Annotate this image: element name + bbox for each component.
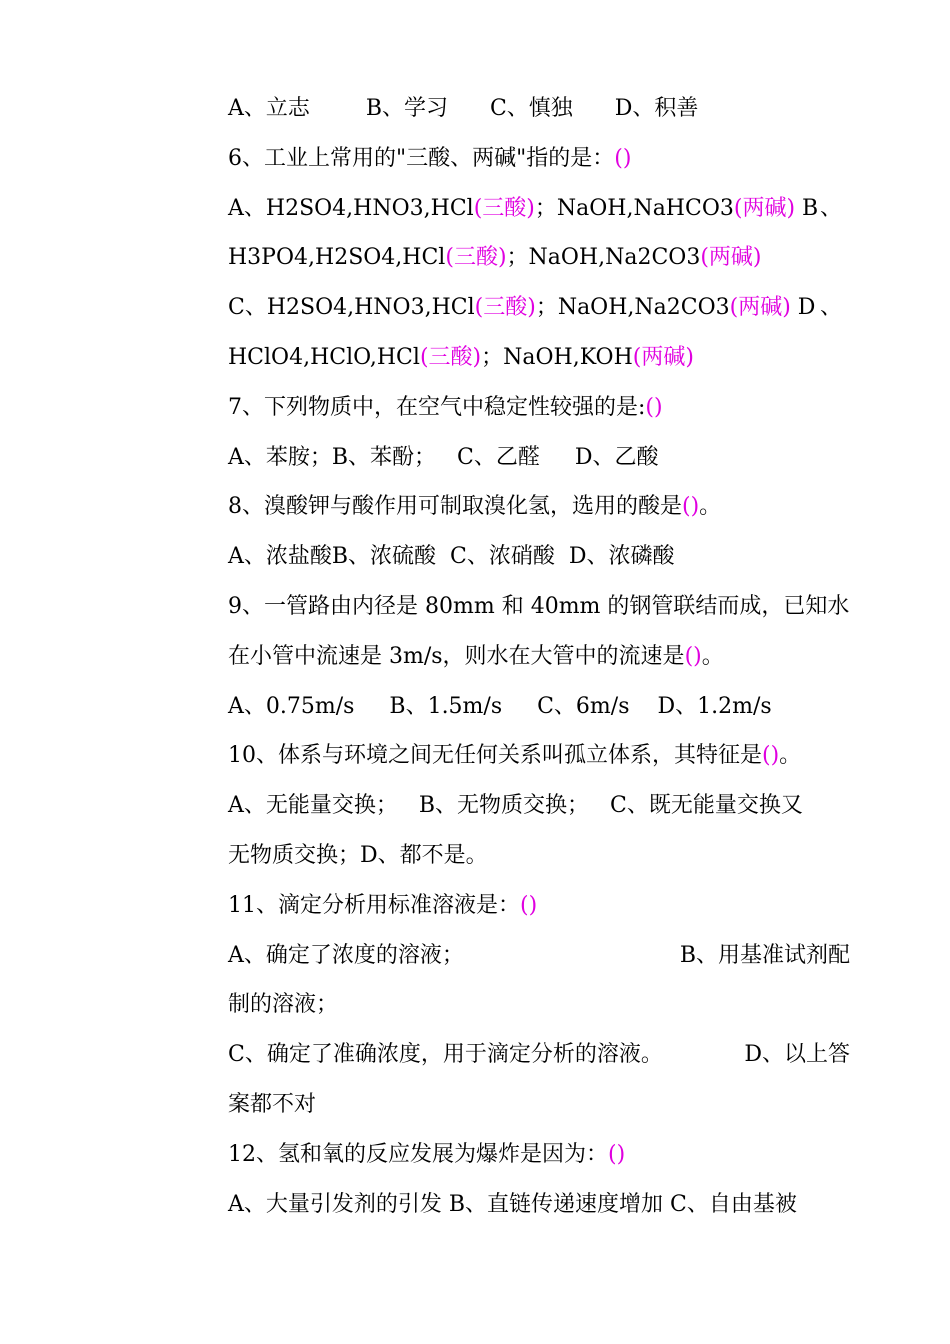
answer-blank: () [684,644,702,669]
line-tail-punct: 、 [820,196,843,221]
right-aligned-option: D、以上答 [744,1042,850,1067]
text-segment: 10、体系与环境之间无任何关系叫孤立体系，其特征是 [228,743,762,768]
answer-blank: () [520,893,538,918]
text-line [228,193,850,225]
text-line [228,591,850,623]
text-segment: 。 [779,743,802,768]
line-tail-punct: 、 [820,295,843,320]
text-segment: 6、工业上常用的"三酸、两碱"指的是： [228,146,615,171]
answer-blank: () [682,494,700,519]
text-line [228,93,850,125]
text-segment: ；NaOH,KOH [481,345,633,370]
text-segment: A、大量引发剂的引发 B、直链传递速度增加 C、自由基被 [228,1192,797,1217]
text-line [228,1139,850,1171]
answer-blank: () [762,743,780,768]
text-line [228,740,850,772]
answer-blank: (三酸) [474,295,536,320]
text-segment: 案都不对 [228,1092,317,1117]
answer-blank: () [645,395,663,420]
text-segment: 9、一管路由内径是 80mm 和 40mm 的钢管联结而成，已知水 [228,594,850,619]
text-line [228,242,850,274]
text-segment: 。 [699,494,722,519]
answer-blank: (两碱) [733,196,796,221]
answer-blank: (三酸) [419,345,482,370]
text-segment: A、浓盐酸B、浓硫酸 C、浓硝酸 D、浓磷酸 [228,544,675,569]
text-segment: A、无能量交换； B、无物质交换； C、既无能量交换又 [228,793,803,818]
answer-blank: (两碱) [700,245,762,270]
text-segment: ；NaOH,Na2CO3 [506,245,701,270]
text-segment: 制的溶液； [228,992,339,1017]
text-segment: 。 [701,644,724,669]
answer-blank: () [608,1142,626,1167]
answer-blank: (两碱) [632,345,694,370]
text-line [228,691,850,723]
text-segment: C、确定了准确浓度，用于滴定分析的溶液。 [228,1042,663,1067]
text-segment: A、H2SO4,HNO3,HCl [228,196,474,221]
text-segment: A、苯胺；B、苯酚； C、乙醛 D、乙酸 [228,445,659,470]
text-line [228,1089,850,1121]
answer-blank: (三酸) [445,245,507,270]
text-segment: 11、滴定分析用标准溶液是： [228,893,520,918]
text-segment: ；NaOH,NaHCO3 [534,196,734,221]
text-line [228,442,850,474]
text-line [228,840,850,872]
text-segment: H3PO4,H2SO4,HCl [228,245,446,270]
text-line [228,1189,850,1221]
text-line [228,491,850,523]
text-segment: 无物质交换；D、都不是。 [228,843,488,868]
text-segment: A、确定了浓度的溶液； [228,943,464,968]
text-line [228,143,850,175]
answer-blank: (三酸) [473,196,535,221]
text-line [228,392,850,424]
text-segment: D [790,295,816,320]
text-segment: A、0.75m/s B、1.5m/s C、6m/s D、1.2m/s [228,694,772,719]
text-segment: C、H2SO4,HNO3,HCl [228,295,475,320]
text-line [228,790,850,822]
text-segment: 7、下列物质中，在空气中稳定性较强的是: [228,395,646,420]
text-line [228,989,850,1021]
text-line [228,292,850,324]
text-line [228,342,850,374]
text-segment: 12、氢和氧的反应发展为爆炸是因为： [228,1142,608,1167]
text-segment: ；NaOH,Na2CO3 [535,295,730,320]
answer-blank: (两碱) [729,295,791,320]
answer-blank: () [614,146,632,171]
text-segment: A、立志 B、学习 C、慎独 D、积善 [228,96,699,121]
text-segment: 在小管中流速是 3m/s，则水在大管中的流速是 [228,644,685,669]
text-line [228,940,850,972]
text-segment: 8、溴酸钾与酸作用可制取溴化氢，选用的酸是 [228,494,682,519]
text-line [228,890,850,922]
text-line [228,1039,850,1071]
right-aligned-option: B、用基准试剂配 [679,943,850,968]
text-segment: HClO4,HClO,HCl [228,345,420,370]
text-line [228,641,850,673]
text-line [228,541,850,573]
text-segment: B [795,196,819,221]
